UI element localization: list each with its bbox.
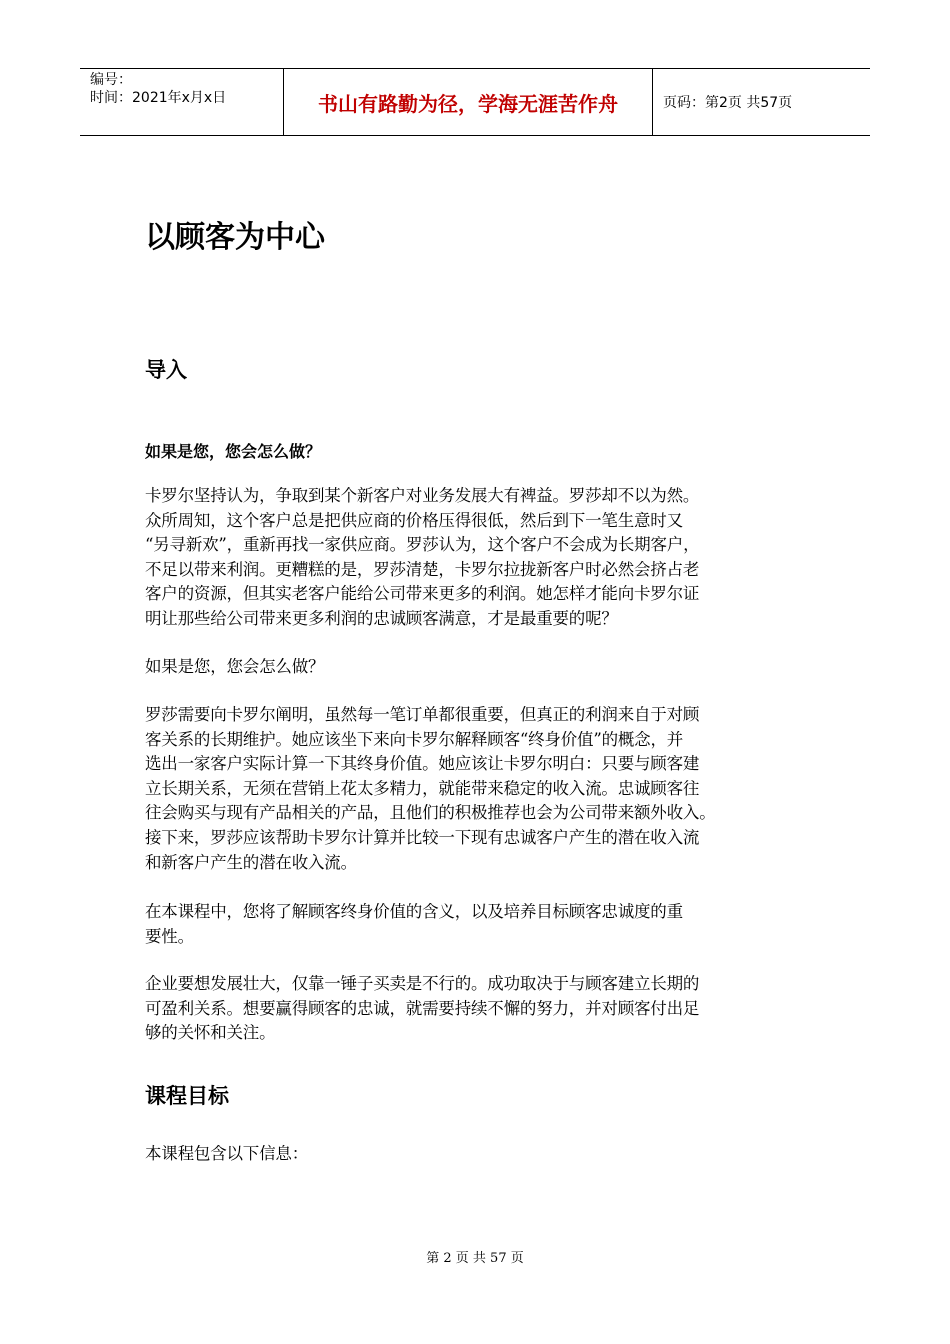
- header-motto: 书山有路勤为径，学海无涯苦作舟: [283, 69, 653, 135]
- paragraph-line: 企业要想发展壮大，仅靠一锤子买卖是不行的。成功取决于与顾客建立长期的: [145, 974, 700, 993]
- paragraph-line: 明让那些给公司带来更多利润的忠诚顾客满意，才是最重要的呢？: [145, 608, 618, 628]
- paragraph-5: [145, 972, 820, 1046]
- paragraph-line: 客户的资源，但其实老客户能给公司带来更多的利润。她怎样才能向卡罗尔证: [145, 584, 700, 604]
- paragraph-line: 够的关怀和关注。: [145, 1023, 276, 1043]
- paragraph-line: 立长期关系，无须在营销上花太多精力，就能带来稳定的收入流。忠诚顾客往: [145, 778, 700, 798]
- paragraph-6: [145, 1142, 820, 1167]
- paragraph-line: 罗莎需要向卡罗尔阐明，虽然每一笔订单都很重要，但真正的利润来自于对顾: [145, 705, 700, 724]
- paragraph-line: 接下来，罗莎应该帮助卡罗尔计算并比较一下现有忠诚客户产生的潜在收入流: [145, 827, 700, 847]
- paragraph-1: [145, 484, 820, 632]
- header-page-info: 页码：第2页 共57页: [663, 95, 793, 111]
- paragraph-3: [145, 703, 820, 875]
- section-heading-objectives: 课程目标: [145, 1084, 229, 1108]
- paragraph-line: 选出一家客户实际计算一下其终身价值。她应该让卡罗尔明白：只要与顾客建: [145, 754, 700, 774]
- paragraph-line: 如果是您，您会怎么做？: [145, 657, 325, 676]
- paragraph-line: 可盈利关系。想要赢得顾客的忠诚，就需要持续不懈的努力，并对顾客付出足: [145, 998, 700, 1018]
- paragraph-line: 和新客户产生的潜在收入流。: [145, 852, 357, 872]
- header-number-label: 编号：: [90, 72, 132, 88]
- section-heading-question: 如果是您，您会怎么做？: [145, 442, 322, 461]
- paragraph-line: 在本课程中，您将了解顾客终身价值的含义，以及培养目标顾客忠诚度的重: [145, 902, 683, 921]
- paragraph-line: 不足以带来利润。更糟糕的是，罗莎清楚，卡罗尔拉拢新客户时必然会挤占老: [145, 559, 700, 579]
- page-header: [80, 68, 870, 136]
- page-title: 以顾客为中心: [145, 220, 325, 255]
- header-meta: [80, 69, 283, 135]
- page-footer: 第 2 页 共 57 页: [426, 1251, 524, 1266]
- paragraph-2: [145, 655, 820, 680]
- paragraph-line: 众所周知，这个客户总是把供应商的价格压得很低，然后到下一笔生意时又: [145, 510, 683, 530]
- paragraph-line: 要性。: [145, 926, 194, 946]
- section-heading-intro: 导入: [145, 358, 187, 382]
- paragraph-line: “另寻新欢”，重新再找一家供应商。罗莎认为，这个客户不会成为长期客户，: [145, 535, 700, 555]
- header-date: 时间：2021年x月x日: [90, 90, 227, 106]
- paragraph-line: 客关系的长期维护。她应该坐下来向卡罗尔解释顾客“终身价值”的概念，并: [145, 729, 684, 749]
- paragraph-4: [145, 900, 820, 949]
- paragraph-line: 往会购买与现有产品相关的产品，且他们的积极推荐也会为公司带来额外收入。: [145, 803, 716, 823]
- paragraph-line: 卡罗尔坚持认为，争取到某个新客户对业务发展大有裨益。罗莎却不以为然。: [145, 486, 700, 505]
- paragraph-line: 本课程包含以下信息：: [145, 1144, 309, 1163]
